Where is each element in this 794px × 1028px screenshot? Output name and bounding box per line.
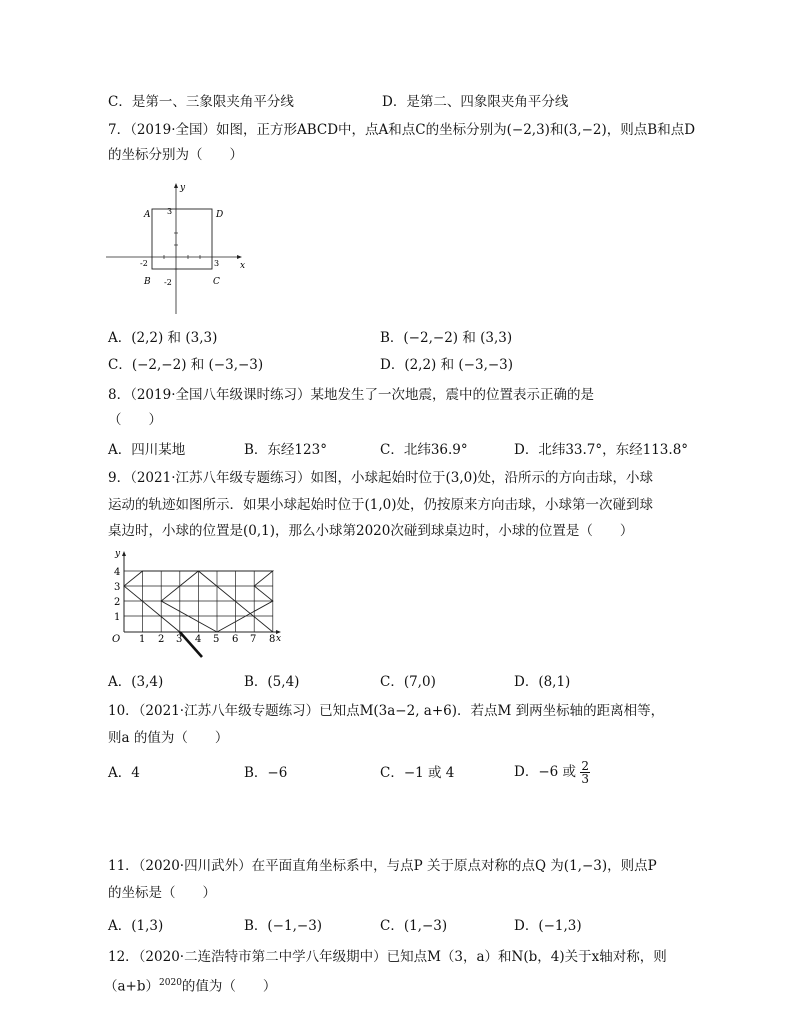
q9-stem-line3: 桌边时，小球的位置是(0,1)，那么小球第2020次碰到球桌边时，小球的位置是（ ）: [108, 523, 634, 539]
q7-y-label: y: [180, 183, 186, 193]
q7-x-axis-arrow: [237, 255, 242, 259]
q9-stem-line1: 9．（2021·江苏八年级专题练习）如图，小球起始时位于(3,0)处，沿所示的方向击球，小球: [108, 470, 653, 486]
svg-text:1: 1: [114, 612, 121, 623]
fraction-denominator: 3: [581, 772, 589, 786]
q10-option-c: C．−1 或 4: [380, 765, 455, 781]
q9-x-label: x: [276, 634, 282, 644]
q7-ticks: [164, 233, 200, 269]
q9-y-tick-labels: [114, 567, 120, 623]
q9-origin-label: O: [112, 634, 121, 645]
q7-label-b: B: [144, 277, 151, 287]
fraction-numerator: 2: [581, 759, 589, 773]
q7-option-a: A．(2,2) 和 (3,3): [108, 330, 218, 346]
q7-tick-3y: 3: [167, 207, 173, 216]
q7-option-b: B．(−2,−2) 和 (3,3): [380, 330, 513, 346]
q8-stem-line2: （ ）: [108, 412, 162, 428]
svg-text:4: 4: [114, 567, 121, 578]
svg-text:3: 3: [114, 582, 121, 593]
q8-stem-line1: 8．（2019·全国八年级课时练习）某地发生了一次地震，震中的位置表示正确的是: [108, 387, 594, 403]
q11-stem-line2: 的坐标是（ ）: [108, 885, 216, 901]
q7-label-c: C: [213, 277, 220, 287]
q9-option-b: B．(5,4): [244, 674, 300, 690]
q7-square-figure: [106, 178, 248, 316]
q9-billiard-figure: [106, 544, 286, 662]
svg-text:6: 6: [232, 634, 239, 645]
q9-option-d: D．(8,1): [514, 674, 571, 690]
q9-stem-line2: 运动的轨迹如图所示．如果小球起始时位于(1,0)处，仍按原来方向击球，小球第一次碰到球: [108, 497, 654, 513]
q7-y-axis-arrow: [174, 183, 178, 188]
q7-label-a: A: [144, 210, 151, 220]
q10-option-d-fraction: [580, 760, 590, 785]
q10-stem-line2: 则a 的值为（ ）: [108, 730, 229, 746]
q7-option-d: D．(2,2) 和 (−3,−3): [380, 357, 514, 373]
svg-text:2: 2: [158, 634, 165, 645]
q9-y-label: y: [115, 549, 121, 559]
svg-text:4: 4: [195, 634, 202, 645]
q8-option-d: D．北纬33.7°，东经113.8°: [514, 442, 689, 458]
q10-option-d-prefix: D．−6 或: [514, 764, 577, 780]
q7-option-c: C．(−2,−2) 和 (−3,−3): [108, 357, 264, 373]
q10-option-b: B．−6: [244, 765, 288, 781]
q10-option-a: A．4: [108, 765, 140, 781]
q6-option-d: D．是第二、四象限夹角平分线: [382, 94, 569, 110]
q9-option-c: C．(7,0): [380, 674, 436, 690]
svg-text:7: 7: [250, 634, 257, 645]
q11-option-c: C．(1,−3): [380, 918, 448, 934]
q12-stem-tail: 的值为（ ）: [181, 978, 277, 995]
q8-option-a: A．四川某地: [108, 442, 186, 458]
q7-square-abcd: [152, 209, 212, 269]
q8-option-c: C．北纬36.9°: [380, 442, 468, 458]
q11-option-b: B．(−1,−3): [244, 918, 323, 934]
q11-option-a: A．(1,3): [108, 918, 164, 934]
q9-x-tick-labels: [139, 634, 275, 645]
q12-stem-line1: 12．（2020·二连浩特市第二中学八年级期中）已知点M（3，a）和N(b，4)关于x轴对称，则: [108, 949, 667, 965]
q7-stem-line2: 的坐标分别为（ ）: [108, 147, 243, 163]
svg-text:8: 8: [269, 634, 276, 645]
svg-text:3: 3: [176, 634, 183, 645]
q12-stem-line2: [104, 974, 276, 996]
svg-text:2: 2: [114, 597, 121, 608]
q7-tick-3x: 3: [214, 259, 220, 268]
q11-option-d: D．(−1,3): [514, 918, 582, 934]
q7-stem-line1: 7．（2019·全国）如图，正方形ABCD中，点A和点C的坐标分别为(−2,3)和(3,−2)，则点B和点D: [108, 122, 696, 138]
q11-stem-line1: 11．（2020·四川武外）在平面直角坐标系中，与点P 关于原点对称的点Q 为(1,−3)，则点P: [108, 858, 657, 874]
q10-stem-line1: 10．（2021·江苏八年级专题练习）已知点M(3a−2, a+6)．若点M 到两坐标轴的距离相等，: [108, 703, 665, 719]
q7-tick-neg2y: -2: [164, 278, 172, 287]
q7-x-label: x: [240, 261, 246, 271]
q7-tick-neg2x: -2: [140, 259, 148, 268]
q9-grid: [124, 571, 273, 632]
q8-option-b: B．东经123°: [244, 442, 327, 458]
svg-text:5: 5: [213, 634, 220, 645]
q6-option-c: C．是第一、三象限夹角平分线: [108, 94, 294, 110]
q12-exponent: 2020: [159, 978, 182, 988]
q7-label-d: D: [216, 210, 224, 220]
q10-option-d: [514, 758, 590, 786]
q12-expression: （a+b）: [104, 978, 160, 995]
q9-option-a: A．(3,4): [108, 674, 164, 690]
svg-text:1: 1: [139, 634, 146, 645]
